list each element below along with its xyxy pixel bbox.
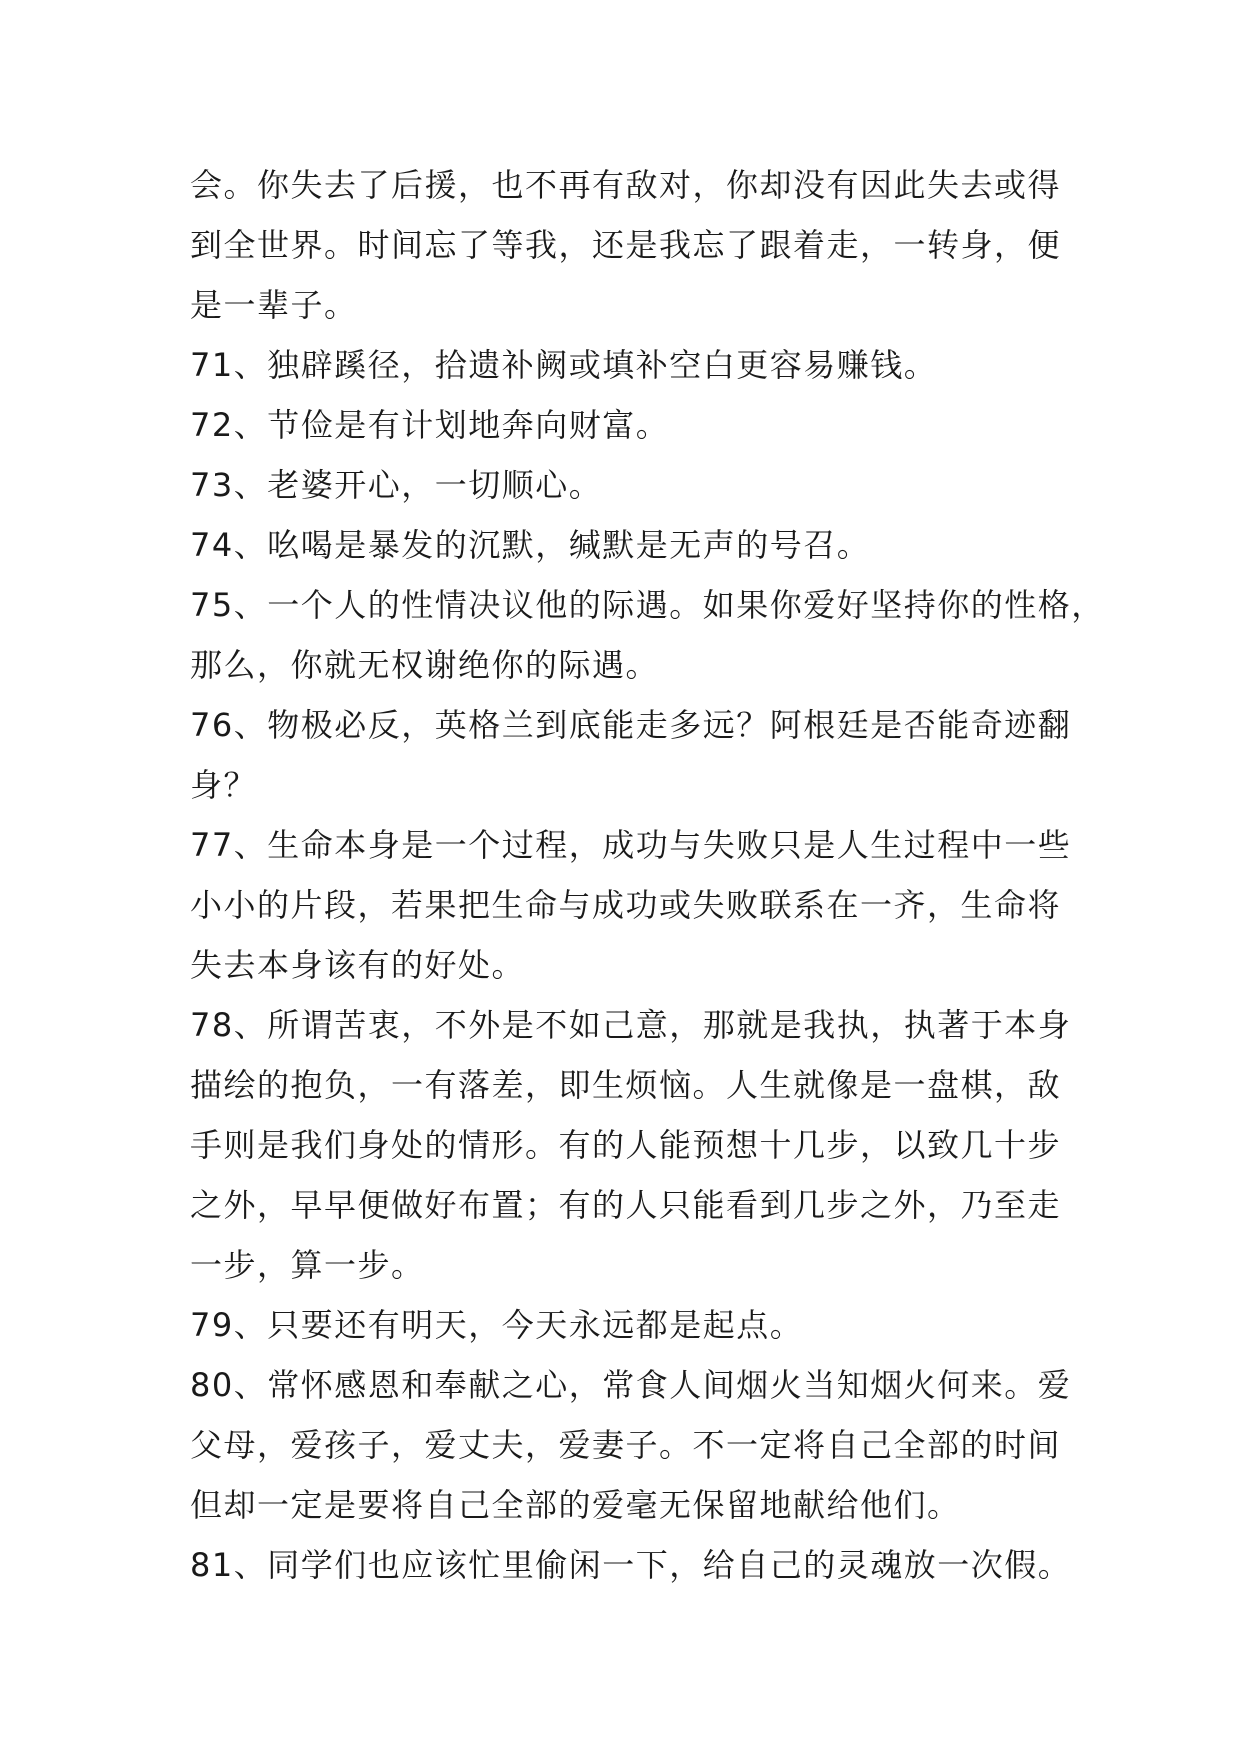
text-line: 到全世界。时间忘了等我，还是我忘了跟着走，一转身，便 xyxy=(190,226,1062,264)
text-line-item-79: 79、只要还有明天，今天永远都是起点。 xyxy=(190,1306,804,1344)
text-line: 之外，早早便做好布置；有的人只能看到几步之外，乃至走 xyxy=(190,1186,1062,1224)
text-line: 身？ xyxy=(190,766,258,804)
body-text xyxy=(190,155,1105,1595)
text-line-item-72: 72、节俭是有计划地奔向财富。 xyxy=(190,406,670,444)
text-line-item-75: 75、一个人的性情决议他的际遇。如果你爱好坚持你的性格， xyxy=(190,586,1105,624)
text-line: 失去本身该有的好处。 xyxy=(190,946,526,984)
text-line-item-71: 71、独辟蹊径，拾遗补阙或填补空白更容易赚钱。 xyxy=(190,346,938,384)
text-line: 一步，算一步。 xyxy=(190,1246,425,1284)
text-line: 小小的片段，若果把生命与成功或失败联系在一齐，生命将 xyxy=(190,886,1062,924)
text-line-item-81: 81、同学们也应该忙里偷闲一下，给自己的灵魂放一次假。 xyxy=(190,1546,1072,1584)
text-line: 父母，爱孩子，爱丈夫，爱妻子。不一定将自己全部的时间 xyxy=(190,1426,1062,1464)
text-line-item-80: 80、常怀感恩和奉献之心，常食人间烟火当知烟火何来。爱 xyxy=(190,1366,1072,1404)
text-line: 是一辈子。 xyxy=(190,286,358,324)
text-line: 会。你失去了后援，也不再有敌对，你却没有因此失去或得 xyxy=(190,166,1062,204)
text-line-item-77: 77、生命本身是一个过程，成功与失败只是人生过程中一些 xyxy=(190,826,1072,864)
text-line-item-74: 74、吆喝是暴发的沉默，缄默是无声的号召。 xyxy=(190,526,871,564)
text-line-item-78: 78、所谓苦衷，不外是不如己意，那就是我执，执著于本身 xyxy=(190,1006,1072,1044)
text-line: 手则是我们身处的情形。有的人能预想十几步，以致几十步 xyxy=(190,1126,1062,1164)
text-line: 那么，你就无权谢绝你的际遇。 xyxy=(190,646,660,684)
text-line-item-76: 76、物极必反，英格兰到底能走多远？阿根廷是否能奇迹翻 xyxy=(190,706,1072,744)
text-line: 但却一定是要将自己全部的爱毫无保留地献给他们。 xyxy=(190,1486,961,1524)
text-line: 描绘的抱负，一有落差，即生烦恼。人生就像是一盘棋，敌 xyxy=(190,1066,1062,1104)
text-line-item-73: 73、老婆开心，一切顺心。 xyxy=(190,466,603,504)
